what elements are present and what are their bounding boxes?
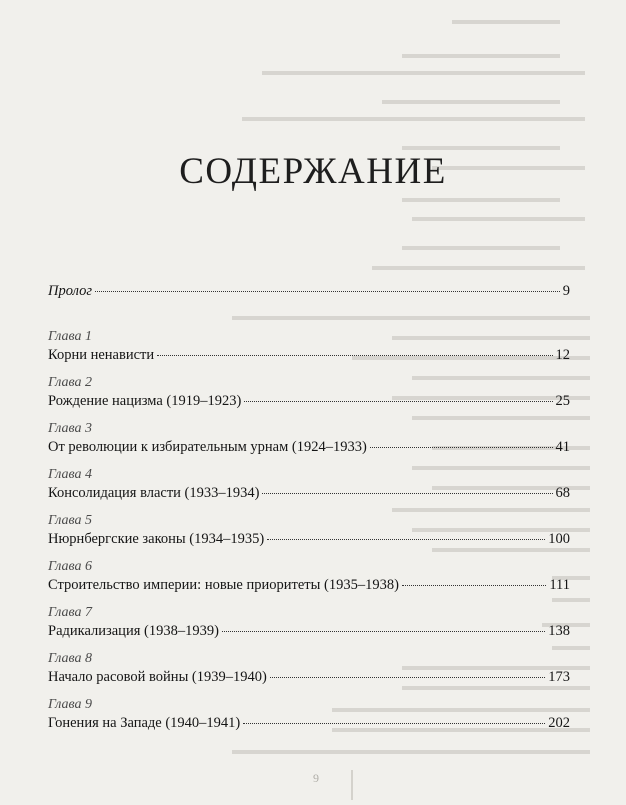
entry-page-number: 12 — [555, 347, 570, 363]
entry-page-number: 100 — [548, 531, 570, 547]
chapter-label: Глава 5 — [48, 513, 92, 528]
entry-page-number: 25 — [555, 393, 570, 409]
entry-page-number: 9 — [562, 283, 570, 299]
dot-leader — [95, 290, 560, 292]
toc-entry-chapter-4[interactable] — [48, 467, 570, 513]
dot-leader — [370, 446, 553, 448]
entry-title: Консолидация власти (1933–1934) — [48, 485, 260, 501]
dot-leader — [243, 722, 545, 724]
dot-leader — [402, 584, 546, 586]
entry-page-number: 173 — [548, 669, 570, 685]
dot-leader — [157, 354, 552, 356]
chapter-label: Глава 2 — [48, 375, 92, 390]
entry-title: Гонения на Западе (1940–1941) — [48, 715, 241, 731]
toc-entry-prologue[interactable] — [48, 283, 570, 329]
entry-title: Начало расовой войны (1939–1940) — [48, 669, 267, 685]
toc-entry-chapter-3[interactable] — [48, 421, 570, 467]
entry-page-number: 202 — [548, 715, 570, 731]
page-number-footer: 9 — [313, 771, 319, 785]
toc-entry-chapter-1[interactable] — [48, 329, 570, 375]
entry-title: Корни ненависти — [48, 347, 155, 363]
toc-entry-chapter-9[interactable] — [48, 697, 570, 743]
entry-page-number: 68 — [555, 485, 570, 501]
entry-title: Строительство империи: новые приоритеты (1935–1938) — [48, 577, 399, 593]
toc-entry-chapter-5[interactable] — [48, 513, 570, 559]
entry-title: Пролог — [48, 283, 93, 299]
chapter-label: Глава 7 — [48, 605, 92, 620]
dot-leader — [222, 630, 545, 632]
table-of-contents — [48, 283, 570, 743]
entry-page-number: 111 — [549, 577, 570, 593]
entry-title: Рождение нацизма (1919–1923) — [48, 393, 242, 409]
entry-title: От революции к избирательным урнам (1924–1933) — [48, 439, 367, 455]
entry-title: Нюрнбергские законы (1934–1935) — [48, 531, 265, 547]
toc-entry-chapter-7[interactable] — [48, 605, 570, 651]
toc-entry-chapter-6[interactable] — [48, 559, 570, 605]
entry-page-number: 138 — [548, 623, 570, 639]
chapter-label: Глава 3 — [48, 421, 92, 436]
chapter-label: Глава 1 — [48, 329, 92, 344]
toc-entry-chapter-2[interactable] — [48, 375, 570, 421]
page-title: СОДЕРЖАНИЕ — [179, 151, 447, 192]
dot-leader — [270, 676, 545, 678]
chapter-label: Глава 6 — [48, 559, 92, 574]
dot-leader — [267, 538, 545, 540]
chapter-label: Глава 4 — [48, 467, 92, 482]
dot-leader — [262, 492, 552, 494]
dot-leader — [244, 400, 552, 402]
entry-page-number: 41 — [555, 439, 570, 455]
chapter-label: Глава 8 — [48, 651, 92, 666]
toc-entry-chapter-8[interactable] — [48, 651, 570, 697]
entry-title: Радикализация (1938–1939) — [48, 623, 219, 639]
chapter-label: Глава 9 — [48, 697, 92, 712]
